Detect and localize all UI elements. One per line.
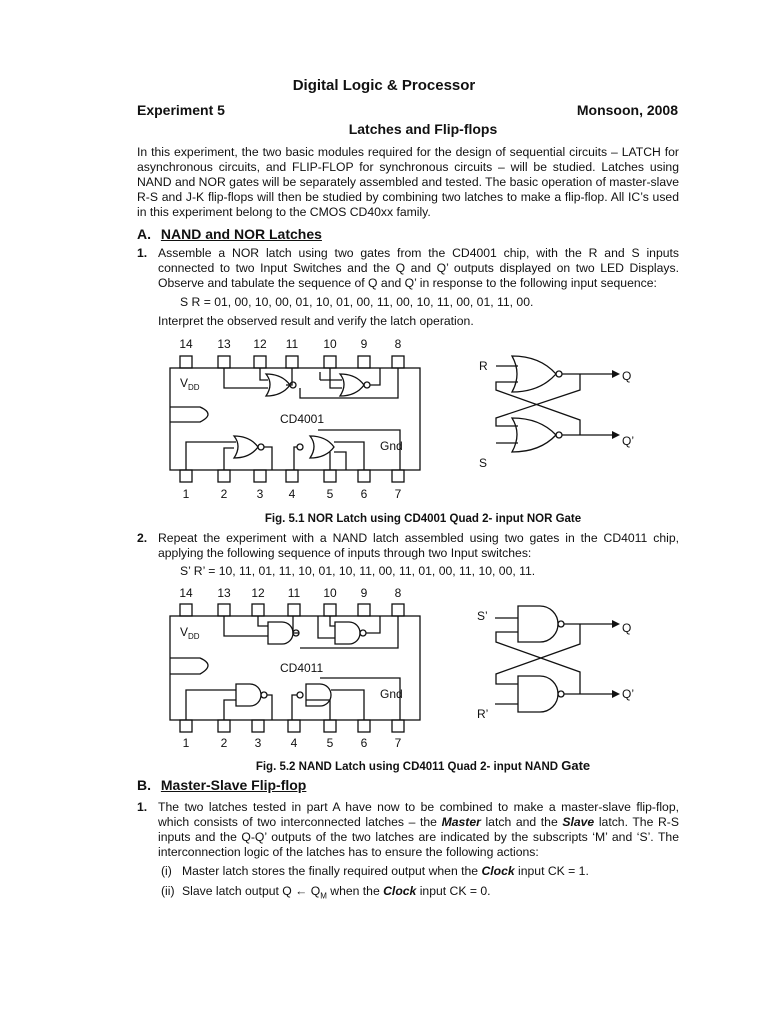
item-a1-text: Assemble a NOR latch using two gates from the CD4001 chip, with the R and S inputs connected to two Input Switches and the Q and Q’ outputs displayed on two LED Displays. Observe and tabulate the sequence of Q and Q’ in response to the following input sequence:: [158, 246, 679, 290]
pin-number-top: 9: [360, 337, 368, 351]
pin-number-top: 9: [360, 586, 368, 600]
pin-number-top: 14: [179, 337, 193, 351]
item-b1-master: Master: [441, 815, 481, 829]
intro-paragraph: In this experiment, the two basic modules required for the design of sequential circuits – LATCH for asynchronous circuits, and FLIP-FLOP for synchronous circuits – will be studied. Latches using NAND and NOR gates will be separately assembled and tested. The basic operation of master-slave R-S and J-K flip-flops will then be studied by combining two latches to make a flip-flop. All IC’s used in this experiment belong to the CMOS CD40xx family.: [137, 145, 679, 219]
chip-pin-top: [392, 356, 404, 368]
pin-number-bottom: 5: [326, 487, 334, 501]
item-b1-number: 1.: [137, 800, 148, 814]
pin-number-top: 11: [285, 337, 299, 351]
fig2-latch-q-label: Q: [622, 621, 632, 635]
chip-pin-bottom: [218, 720, 230, 732]
fig1-gnd-label: Gnd: [380, 439, 403, 453]
sub-ii-part1: Slave latch output Q ← Q: [182, 884, 321, 898]
pin-number-bottom: 7: [394, 736, 402, 750]
fig1-latch-qbar-label: Q’: [622, 434, 634, 448]
chip-pin-bottom: [180, 470, 192, 482]
experiment-label: Experiment 5: [137, 102, 225, 118]
fig1-chip-label: CD4001: [280, 412, 325, 426]
section-b-title: Master-Slave Flip-flop: [160, 777, 307, 793]
fig-5-1-diagram: [0, 330, 768, 512]
chip-pin-top: [180, 356, 192, 368]
chip-pin-top: [254, 356, 266, 368]
sub-i-part2: input CK = 1.: [514, 864, 589, 878]
chip-pin-top: [392, 604, 404, 616]
chip-pin-top: [218, 356, 230, 368]
item-a2-number: 2.: [137, 531, 148, 545]
section-a-heading: [137, 226, 322, 242]
chip-pin-top: [324, 356, 336, 368]
pin-number-top: 10: [323, 586, 337, 600]
chip-pin-bottom: [218, 470, 230, 482]
section-a-letter: A.: [137, 226, 151, 242]
pin-number-bottom: 3: [256, 487, 264, 501]
pin-number-bottom: 1: [182, 736, 190, 750]
item-b1-part2: latch and the: [480, 815, 563, 829]
chip-pin-bottom: [288, 720, 300, 732]
term-label: Monsoon, 2008: [576, 102, 678, 118]
chip-pin-top: [358, 356, 370, 368]
chip-pin-bottom: [180, 720, 192, 732]
chip-pin-top: [288, 604, 300, 616]
chip-pin-bottom: [358, 720, 370, 732]
pin-number-bottom: 1: [182, 487, 190, 501]
pin-number-top: 10: [323, 337, 337, 351]
chip-pin-top: [358, 604, 370, 616]
chip-pin-top: [324, 604, 336, 616]
pin-number-bottom: 5: [326, 736, 334, 750]
sub-i-clock: Clock: [481, 864, 515, 878]
chip-pin-bottom: [254, 470, 266, 482]
pin-number-bottom: 4: [290, 736, 298, 750]
item-a1-interpret: Interpret the observed result and verify the latch operation.: [158, 314, 474, 328]
item-a2-text: Repeat the experiment with a NAND latch assembled using two gates in the CD4011 chip, applying the following sequence of inputs through two Input switches:: [158, 531, 679, 560]
fig-5-1-caption: Fig. 5.1 NOR Latch using CD4001 Quad 2- input NOR Gate: [264, 513, 582, 525]
pin-number-bottom: 3: [254, 736, 262, 750]
chip-pin-bottom: [324, 470, 336, 482]
item-b1-part3: latch. The R-S inputs and the Q-Q’ outputs of the two latches are indicated by the subscripts ‘M’ and ‘S’. The interconnection logic of the latches has to ensure the following actions:: [158, 815, 679, 859]
chip-pin-bottom: [252, 720, 264, 732]
chip-pin-bottom: [286, 470, 298, 482]
section-b-letter: B.: [137, 777, 151, 793]
pin-number-bottom: 2: [220, 487, 228, 501]
chip-pin-bottom: [358, 470, 370, 482]
pin-number-top: 8: [394, 586, 402, 600]
pin-number-bottom: 6: [360, 736, 368, 750]
fig-5-2-diagram: [0, 580, 768, 760]
sub-ii-part3: input CK = 0.: [416, 884, 491, 898]
item-a1-sequence: S R = 01, 00, 10, 00, 01, 10, 01, 00, 11, 00, 10, 11, 00, 01, 11, 00.: [180, 295, 534, 309]
pin-number-bottom: 4: [288, 487, 296, 501]
chip-notch: [170, 407, 208, 422]
pin-number-bottom: 2: [220, 736, 228, 750]
sub-i-part1: Master latch stores the finally required output when the: [182, 864, 482, 878]
item-b1-sub-ii: [182, 884, 679, 903]
fig2-latch-r-label: R’: [477, 707, 489, 721]
sub-ii-clock: Clock: [383, 884, 417, 898]
section-b-heading: [137, 777, 306, 793]
fig2-gnd-label: Gnd: [380, 687, 403, 701]
pin-number-bottom: 7: [394, 487, 402, 501]
sub-ii-part2: when the: [326, 884, 384, 898]
pin-number-top: 12: [253, 337, 267, 351]
pin-number-top: 13: [217, 337, 231, 351]
chip-pin-top: [286, 356, 298, 368]
item-b1-sub-i-number: (i): [161, 864, 172, 878]
chip-pin-bottom: [324, 720, 336, 732]
pin-number-top: 8: [394, 337, 402, 351]
fig1-vdd-label: $V_{DD}$: [180, 376, 200, 392]
fig-5-2-caption-main: Fig. 5.2 NAND Latch using CD4011 Quad 2- input NAND: [255, 761, 562, 773]
pin-number-top: 14: [179, 586, 193, 600]
chip-pin-top: [218, 604, 230, 616]
pin-number-top: 13: [217, 586, 231, 600]
fig1-latch-r-label: R: [479, 359, 488, 373]
fig2-latch-s-label: S’: [477, 609, 488, 623]
chip-pin-top: [180, 604, 192, 616]
pin-number-top: 11: [287, 586, 301, 600]
item-b1-sub-ii-number: (ii): [161, 884, 175, 898]
pin-number-top: 12: [251, 586, 265, 600]
pin-number-bottom: 6: [360, 487, 368, 501]
section-a-title: NAND and NOR Latches: [160, 226, 322, 242]
item-a1-number: 1.: [137, 246, 148, 260]
item-b1-part1: The two latches tested in part A have now to be combined to make a master-slave flip-flop, which consists of two interconnected latches – the: [158, 800, 679, 829]
item-b1-slave: Slave: [562, 815, 595, 829]
chip-notch: [170, 658, 208, 674]
item-b1-sub-i: [182, 864, 679, 879]
chip-pin-bottom: [392, 720, 404, 732]
document-subtitle: Latches and Flip-flops: [348, 121, 498, 137]
fig1-latch-q-label: Q: [622, 369, 632, 383]
fig1-latch-s-label: S: [479, 456, 488, 470]
fig2-latch-qbar-label: Q’: [622, 687, 634, 701]
document-title: Digital Logic & Processor: [292, 77, 476, 94]
fig-5-2-caption: [0, 758, 768, 773]
sub-ii-subscript: M: [320, 891, 327, 901]
fig-5-2-caption-tail: Gate: [561, 758, 591, 773]
fig2-vdd-label: $V_{DD}$: [180, 625, 200, 641]
item-a2-sequence: S’ R’ = 10, 11, 01, 11, 10, 01, 10, 11, 00, 11, 01, 00, 11, 10, 00, 11.: [180, 564, 536, 578]
chip-pin-bottom: [392, 470, 404, 482]
fig2-chip-label: CD4011: [280, 661, 324, 675]
item-b1-text: [158, 800, 679, 860]
chip-pin-top: [252, 604, 264, 616]
